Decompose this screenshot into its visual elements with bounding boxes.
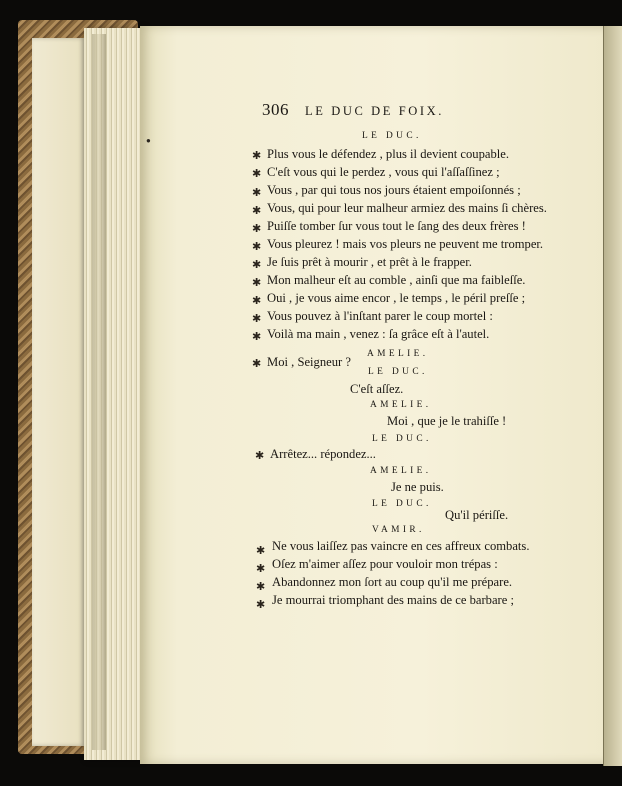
margin-mark-icon: ✱ — [256, 563, 266, 575]
speaker-heading: AMELIE. — [370, 466, 432, 476]
speaker-heading: AMELIE. — [367, 349, 429, 359]
verse-line: Vous pleurez ! mais vos pleurs ne peuvent me tromper. — [267, 237, 544, 251]
verse-line: C'eſt aſſez. — [350, 382, 404, 396]
margin-mark-icon: ✱ — [252, 259, 262, 271]
verse-line: Ne vous laiſſez pas vaincre en ces affreux combats. — [272, 539, 530, 553]
margin-mark-icon: ✱ — [252, 205, 262, 217]
speaker-heading: AMELIE. — [370, 400, 432, 410]
verse-line: Je ſuis prêt à mourir , et prêt à le frapper. — [267, 255, 472, 269]
verse-line: Moi , que je le trahiſſe ! — [387, 414, 507, 428]
verse-line: Arrêtez... répondez... — [270, 447, 376, 461]
verse-line: Vous pouvez à l'inſtant parer le coup mortel : — [267, 309, 493, 323]
verse-line: Plus vous le défendez , plus il devient coupable. — [267, 147, 510, 161]
verse-line: Oui , je vous aime encor , le temps , le péril preſſe ; — [267, 291, 526, 305]
running-title: LE DUC DE FOIX. — [305, 104, 444, 118]
speaker-heading: LE DUC. — [368, 367, 428, 377]
margin-mark-icon: ✱ — [252, 358, 262, 370]
verse-line: Je ne puis. — [391, 480, 444, 494]
margin-mark-icon: ✱ — [252, 223, 262, 235]
page-number: 306 — [262, 100, 289, 119]
margin-mark-icon: ✱ — [252, 277, 262, 289]
margin-mark-icon: ✱ — [256, 545, 266, 557]
margin-mark-icon: ✱ — [252, 241, 262, 253]
margin-mark-icon: ✱ — [252, 331, 262, 343]
margin-mark-icon: ✱ — [252, 187, 262, 199]
verse-line: Moi , Seigneur ? — [267, 355, 351, 369]
verse-line: Vous , par qui tous nos jours étaient empoiſonnés ; — [267, 183, 521, 197]
speaker-heading: LE DUC. — [372, 499, 432, 509]
verse-line: Abandonnez mon ſort au coup qu'il me prépare. — [272, 575, 513, 589]
page-edges-shadow — [92, 34, 106, 750]
verse-line: Vous, qui pour leur malheur armiez des mains ſi chères. — [267, 201, 547, 215]
verse-line: Oſez m'aimer aſſez pour vouloir mon trépas : — [272, 557, 498, 571]
margin-mark-icon: ✱ — [252, 313, 262, 325]
margin-mark-icon: ✱ — [252, 168, 262, 180]
verse-line: Mon malheur eſt au comble , ainſi que ma faibleſſe. — [267, 273, 526, 287]
speaker-heading: LE DUC. — [372, 434, 432, 444]
margin-mark-icon: ✱ — [256, 581, 266, 593]
page-header — [262, 100, 502, 122]
margin-mark-icon: ✱ — [256, 599, 266, 611]
facing-page-edge — [603, 26, 622, 766]
speaker-heading: LE DUC. — [362, 131, 422, 141]
verse-line: Voilà ma main , venez : ſa grâce eſt à l'autel. — [267, 327, 490, 341]
verse-line: Je mourrai triomphant des mains de ce barbare ; — [272, 593, 514, 607]
margin-mark-icon: ✱ — [252, 150, 262, 162]
margin-mark-icon: ✱ — [252, 295, 262, 307]
verse-line: Qu'il périſſe. — [445, 508, 509, 522]
ink-dot: ● — [146, 136, 151, 145]
speaker-heading: VAMIR. — [372, 525, 425, 535]
endpaper — [32, 38, 84, 746]
verse-line: Puiſſe tomber ſur vous tout le ſang des deux frères ! — [267, 219, 526, 233]
margin-mark-icon: ✱ — [255, 450, 265, 462]
verse-line: C'eſt vous qui le perdez , vous qui l'aſſaſſinez ; — [267, 165, 500, 179]
